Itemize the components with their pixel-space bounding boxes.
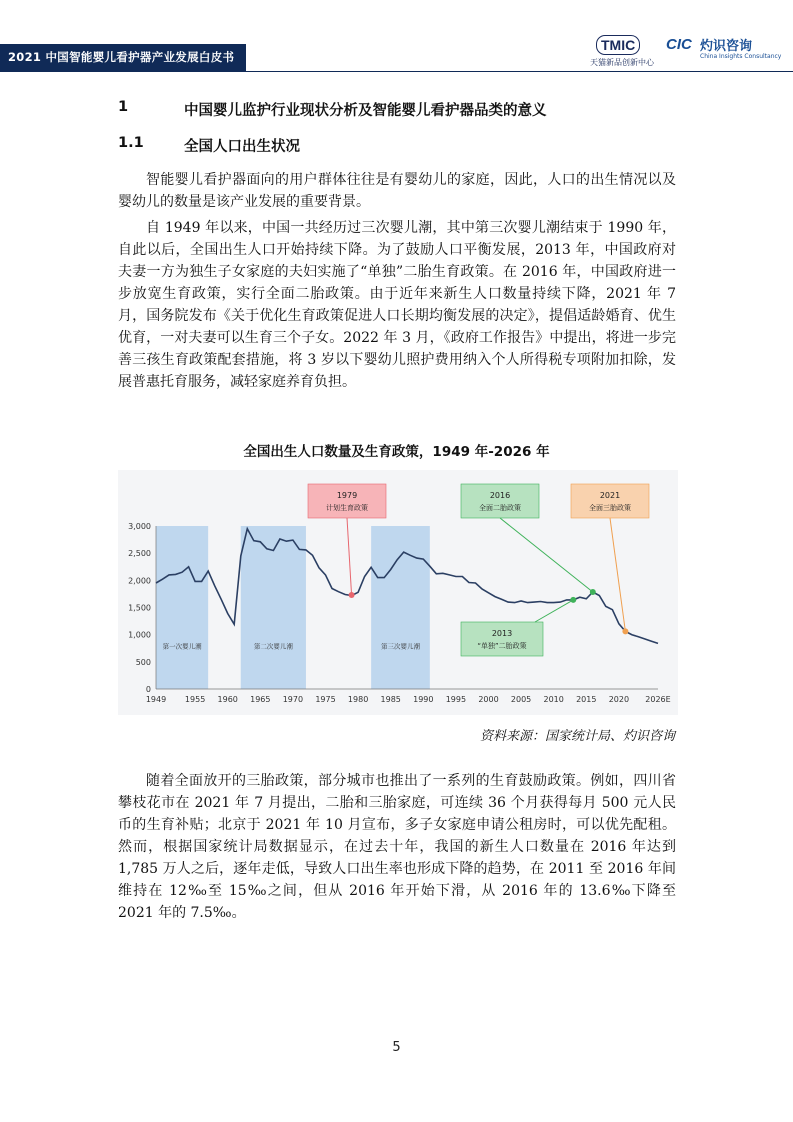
policy-arrow — [500, 518, 593, 592]
y-tick-label: 0 — [145, 685, 151, 694]
paragraph-policy — [118, 770, 676, 924]
x-tick-label: 2026E — [645, 695, 671, 704]
birth-chart — [118, 470, 678, 715]
x-tick-label: 1975 — [315, 695, 336, 704]
cic-logo-mark: CIC — [666, 36, 692, 53]
section-title: 中国婴儿监护行业现状分析及智能婴儿看护器品类的意义 — [184, 103, 547, 119]
x-tick-label: 1985 — [380, 695, 401, 704]
cic-logo-en: China Insights Consultancy — [700, 53, 782, 60]
x-tick-label: 1960 — [217, 695, 238, 704]
baby-boom-band — [371, 526, 430, 689]
paragraph-text: 随着全面放开的三胎政策，部分城市也推出了一系列的生育鼓励政策。例如，四川省攀枝花市在 2021 年 7 月提出，二胎和三胎家庭，可连续 36 个月获得每月 500 元人民币的生育补贴；北京于 2021 年 10 月宣布，多子女家庭申请公租房时，可以优先配租。然而，根据国家统计局数据显示，在过去十年，我国的新生人口数量在 2016 年达到 1,785 万人之后，逐年走低，导致人口出生率也形成下降的趋势，在 2011 至 2016 年间维持在 12‰至 15‰之间，但从 2016 年开始下滑，从 2016 年的 13.6‰下降至 2021 年的 7.5‰。 — [118, 773, 676, 921]
birth-chart-panel — [118, 470, 678, 715]
paragraph-history — [118, 217, 676, 393]
x-tick-label: 1995 — [445, 695, 467, 704]
header-rule — [0, 71, 793, 72]
policy-callout-text: 全面二胎政策 — [479, 504, 521, 512]
x-tick-label: 1980 — [347, 695, 369, 704]
policy-callout-year: 2016 — [489, 491, 511, 500]
x-tick-label: 1970 — [282, 695, 304, 704]
policy-point-marker — [570, 597, 576, 603]
policy-callout-box — [461, 484, 539, 518]
y-tick-label: 1,500 — [128, 603, 151, 613]
policy-arrow — [347, 518, 352, 595]
y-tick-label: 500 — [135, 657, 151, 667]
baby-boom-label: 第一次婴儿潮 — [162, 642, 202, 651]
x-tick-label: 1965 — [250, 695, 271, 704]
x-tick-label: 1955 — [184, 695, 206, 704]
x-tick-label: 2010 — [543, 695, 564, 704]
policy-arrow — [610, 518, 625, 631]
paragraph-text: 智能婴儿看护器面向的用户群体往往是有婴幼儿的家庭，因此，人口的出生情况以及婴幼儿的数量是该产业发展的重要背景。 — [118, 172, 676, 210]
policy-callout-box — [308, 484, 386, 518]
header-bar — [0, 44, 246, 72]
policy-callout-text: 全面三胎政策 — [589, 504, 631, 512]
policy-callout-box — [571, 484, 649, 518]
y-tick-label: 3,000 — [128, 522, 151, 531]
policy-callout-year: 1979 — [336, 491, 358, 500]
chart-source: 资料来源：国家统计局、灼识咨询 — [479, 729, 675, 744]
x-tick-label: 1949 — [145, 695, 167, 704]
x-tick-label: 2000 — [478, 695, 499, 704]
paragraph-text: 自 1949 年以来，中国一共经历过三次婴儿潮，其中第三次婴儿潮结束于 1990 年，自此以后，全国出生人口开始持续下降。为了鼓励人口平衡发展，2013 年，中国政府对夫妻一方为独生子女家庭的夫妇实施了“单独”二胎生育政策。在 2016 年，中国政府进一步放宽生育政策，实行全面二胎政策。由于近年来新生人口数量持续下降，2021 年 7 月，国务院发布《关于优化生育政策促进人口长期均衡发展的决定》，提倡适龄婚育、优生优育，一对夫妻可以生育三个子女。2022 年 3 月，《政府工作报告》中提出，将进一步完善三孩生育政策配套措施，将 3 岁以下婴幼儿照护费用纳入个人所得税专项附加扣除，发展普惠托育服务，减轻家庭养育负担。 — [118, 220, 676, 390]
paragraph-intro — [118, 169, 676, 213]
tmic-logo-mark: TMIC — [596, 35, 640, 55]
page-number: 5 — [392, 1040, 401, 1055]
y-tick-label: 2,500 — [128, 549, 151, 559]
cic-logo — [666, 36, 782, 66]
x-tick-label: 2015 — [576, 695, 597, 704]
cic-logo-cn: 灼识咨询 — [700, 39, 753, 54]
policy-point-marker — [349, 592, 355, 598]
y-tick-label: 2,000 — [128, 576, 151, 586]
tmic-logo — [590, 33, 660, 69]
header-title: 2021 中国智能婴儿看护器产业发展白皮书 — [8, 50, 235, 64]
policy-callout-box — [461, 622, 543, 656]
x-tick-label: 2020 — [608, 695, 630, 704]
y-tick-label: 1,000 — [128, 630, 151, 640]
policy-callout-text: “单独”二胎政策 — [477, 642, 527, 650]
baby-boom-label: 第三次婴儿潮 — [380, 642, 420, 651]
baby-boom-label: 第二次婴儿潮 — [253, 642, 293, 651]
policy-callout-year: 2013 — [491, 629, 513, 638]
section-title: 全国人口出生状况 — [184, 139, 300, 155]
x-tick-label: 2005 — [510, 695, 532, 704]
baby-boom-band — [156, 526, 208, 689]
x-tick-label: 1990 — [413, 695, 434, 704]
tmic-logo-subtitle: 天猫新品创新中心 — [590, 58, 654, 67]
policy-callout-text: 计划生育政策 — [326, 504, 368, 512]
section-number: 1 — [118, 99, 129, 115]
section-number: 1.1 — [118, 135, 144, 151]
chart-title: 全国出生人口数量及生育政策，1949 年-2026 年 — [243, 444, 550, 460]
policy-point-marker — [590, 589, 596, 595]
policy-callout-year: 2021 — [599, 491, 621, 500]
policy-point-marker — [622, 628, 628, 634]
